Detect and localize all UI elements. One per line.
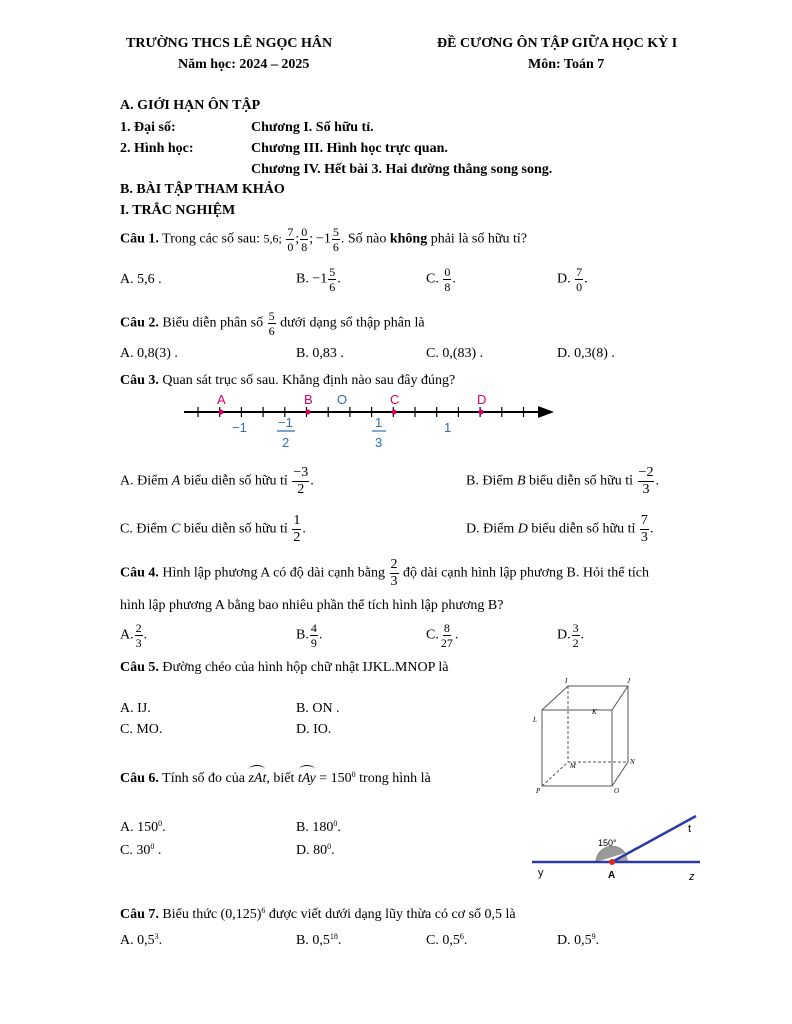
q5-text: Đường chéo của hình hộp chữ nhật IJKL.MNOP là	[162, 660, 449, 675]
vertex-p: P	[536, 787, 541, 794]
q4-option-b[interactable]: B. $\frac{4}{9}$ .	[296, 621, 323, 650]
vertex-i: I	[565, 677, 568, 685]
number-line-arrow	[538, 406, 554, 418]
q6-angle-zat: zAt	[248, 771, 267, 786]
question-6: Câu 6. Tính số đo của zAt, biết tAy = $150^0$ trong hình là	[120, 770, 431, 786]
q5-option-c[interactable]: C. MO.	[120, 722, 163, 737]
q3-label: Câu 3.	[120, 373, 159, 388]
q6-option-c[interactable]: C. $30^0$ .	[120, 842, 162, 858]
label-a: A	[608, 870, 616, 881]
algebra-label: 1. Đại số:	[120, 120, 176, 135]
q1-list-start: 5,6;	[263, 231, 282, 246]
q4-label: Câu 4.	[120, 565, 159, 581]
q3-text: Quan sát trục số sau. Khẳng định nào sau đây đúng?	[162, 373, 456, 388]
q1-text-after: phải là số hữu tỉ?	[430, 231, 527, 247]
q1-option-b[interactable]: B. −1 $\frac{5}{6}$ .	[296, 265, 341, 294]
vertex-n: N	[630, 758, 635, 766]
question-7: Câu 7. Biểu thức $(0,125)^6$ được viết dưới dạng lũy thừa có cơ số 0,5 là	[120, 906, 516, 922]
q4-frac: $\frac{2}{3}$	[390, 557, 398, 589]
q6-option-d[interactable]: D. $80^0$.	[296, 842, 335, 858]
q4-text-after: độ dài cạnh hình lập phương B. Hỏi thể tích	[403, 565, 649, 581]
q6-text-mid: , biết	[266, 771, 295, 786]
q7-option-a[interactable]: A. $0,5^3$.	[120, 932, 163, 948]
q6-equals: = 150	[319, 771, 352, 786]
point-d-dot	[479, 410, 484, 415]
q2-text-before: Biểu diễn phân số	[162, 315, 264, 331]
label-y: y	[538, 867, 544, 879]
vertex-j: J	[627, 677, 631, 685]
cuboid-front-face	[542, 710, 612, 786]
q2-option-c[interactable]: C. 0,(83) .	[426, 346, 484, 361]
axis-label-neg-half-den: 2	[282, 435, 290, 450]
ray-at	[612, 816, 696, 862]
q7-option-c[interactable]: C. $0,5^6$.	[426, 932, 468, 948]
q1-text-mid: . Số nào	[340, 231, 387, 247]
point-a-figure	[609, 859, 615, 865]
q2-label: Câu 2.	[120, 315, 159, 331]
q7-label: Câu 7.	[120, 907, 159, 922]
q4-text-before: Hình lập phương A có độ dài cạnh bằng	[162, 565, 386, 581]
q6-text-after: trong hình là	[359, 771, 431, 786]
question-5	[120, 660, 448, 676]
vertex-k: K	[592, 708, 597, 716]
q3-option-c[interactable]: C. Điểm C biểu diễn số hữu tỉ $\frac{1}{2}$ .	[120, 513, 306, 545]
axis-label-neg-half-num: −1	[278, 415, 293, 430]
q4-option-d[interactable]: D. $\frac{3}{2}$ .	[557, 621, 585, 650]
point-a-dot	[219, 410, 224, 415]
q2-option-b[interactable]: B. 0,83 .	[296, 346, 344, 361]
label-t: t	[688, 823, 692, 835]
label-z: z	[689, 871, 695, 883]
q1-frac-5-6: $\frac{5}{6}$	[332, 225, 339, 254]
q6-option-b[interactable]: B. $180^0$.	[296, 819, 341, 835]
q6-label: Câu 6.	[120, 771, 159, 786]
cuboid-figure	[528, 672, 658, 794]
axis-label-third-num: 1	[375, 415, 383, 430]
q1-option-d[interactable]: D. $\frac{7}{0}$ .	[557, 265, 588, 294]
q4-line2: hình lập phương A bằng bao nhiêu phần thể tích hình lập phương B?	[120, 598, 504, 613]
angle-150-label: 150°	[598, 838, 617, 848]
point-a-label: A	[217, 392, 226, 407]
question-4	[120, 558, 649, 589]
q1-emphasis: không	[389, 231, 428, 247]
number-line-figure	[178, 390, 558, 456]
q5-option-a[interactable]: A. IJ.	[120, 701, 151, 716]
question-1: Câu 1. Trong các số sau: 5,6; $\frac{7}{0}$ ; $\frac{0}{8}$ ; −1 $\frac{5}{6}$ . Số nào không phải là số hữu tỉ?	[120, 225, 527, 254]
q1-label: Câu 1.	[120, 231, 159, 247]
vertex-m: M	[570, 762, 576, 770]
algebra-content: Chương I. Số hữu tỉ.	[251, 120, 374, 135]
question-2	[120, 310, 425, 337]
q2-option-d[interactable]: D. 0,3(8) .	[557, 346, 615, 361]
q7-option-b[interactable]: B. $0,5^{18}$.	[296, 932, 342, 948]
point-d-label: D	[477, 392, 487, 407]
subject: Môn: Toán 7	[528, 57, 605, 72]
q1-frac-0-8: $\frac{0}{8}$	[301, 225, 308, 254]
section-a-title: A. GIỚI HẠN ÔN TẬP	[120, 98, 261, 113]
q4-option-c[interactable]: C. $\frac{8}{27}$ .	[426, 621, 459, 650]
q1-option-c[interactable]: C. $\frac{0}{8}$ .	[426, 265, 456, 294]
school-name: TRƯỜNG THCS LÊ NGỌC HÂN	[126, 36, 333, 51]
q6-angle-tay: tAy	[297, 771, 316, 786]
q2-option-a[interactable]: A. 0,8(3) .	[120, 346, 178, 361]
point-b-dot	[306, 410, 311, 415]
geometry-content-2: Chương IV. Hết bài 3. Hai đường thẳng song song.	[251, 162, 553, 177]
q3-option-d[interactable]: D. Điểm D biểu diễn số hữu tỉ $\frac{7}{3}$ .	[466, 513, 654, 545]
q5-option-b[interactable]: B. ON .	[296, 701, 340, 716]
point-c-dot	[392, 410, 397, 415]
q6-option-a[interactable]: A. $150^0$.	[120, 819, 166, 835]
q1-text-before: Trong các số sau:	[162, 231, 261, 247]
angle-figure	[530, 812, 710, 884]
axis-label-1: 1	[444, 420, 452, 435]
point-c-label: C	[390, 392, 400, 407]
q3-option-a[interactable]: A. Điểm A biểu diễn số hữu tỉ $\frac{-3}{2}$ .	[120, 465, 314, 497]
q1-frac-7-0: $\frac{7}{0}$	[287, 225, 294, 254]
q7-text-after: được viết dưới dạng lũy thừa có cơ số 0,5 là	[268, 907, 516, 922]
geometry-label: 2. Hình học:	[120, 141, 194, 156]
geometry-content-1: Chương III. Hình học trực quan.	[251, 141, 448, 156]
point-o-label: O	[337, 392, 348, 407]
q2-frac: $\frac{5}{6}$	[268, 309, 275, 338]
q2-text-after: dưới dạng số thập phân là	[280, 315, 425, 331]
q1-option-a[interactable]: A. 5,6 .	[120, 272, 162, 287]
axis-label-third-den: 3	[375, 435, 383, 450]
q6-text-before: Tính số đo của	[162, 771, 245, 786]
q3-option-b[interactable]: B. Điểm B biểu diễn số hữu tỉ $\frac{-2}{3}$ .	[466, 465, 659, 497]
section-b-part1: I. TRẮC NGHIỆM	[120, 203, 236, 218]
q5-label: Câu 5.	[120, 660, 159, 675]
exam-title: ĐỀ CƯƠNG ÔN TẬP GIỮA HỌC KỲ I	[437, 36, 678, 51]
q7-text-before: Biểu thức (0,125)	[162, 907, 262, 922]
axis-label-neg1: −1	[232, 420, 247, 435]
vertex-o: O	[614, 787, 620, 794]
section-b-title: B. BÀI TẬP THAM KHẢO	[120, 182, 285, 197]
question-3	[120, 373, 455, 389]
q5-option-d[interactable]: D. IO.	[296, 722, 332, 737]
point-b-label: B	[304, 392, 313, 407]
vertex-l: L	[533, 716, 537, 724]
school-year: Năm học: 2024 – 2025	[178, 57, 310, 72]
q7-option-d[interactable]: D. $0,5^9$.	[557, 932, 600, 948]
q4-option-a[interactable]: A. $\frac{2}{3}$ .	[120, 621, 148, 650]
